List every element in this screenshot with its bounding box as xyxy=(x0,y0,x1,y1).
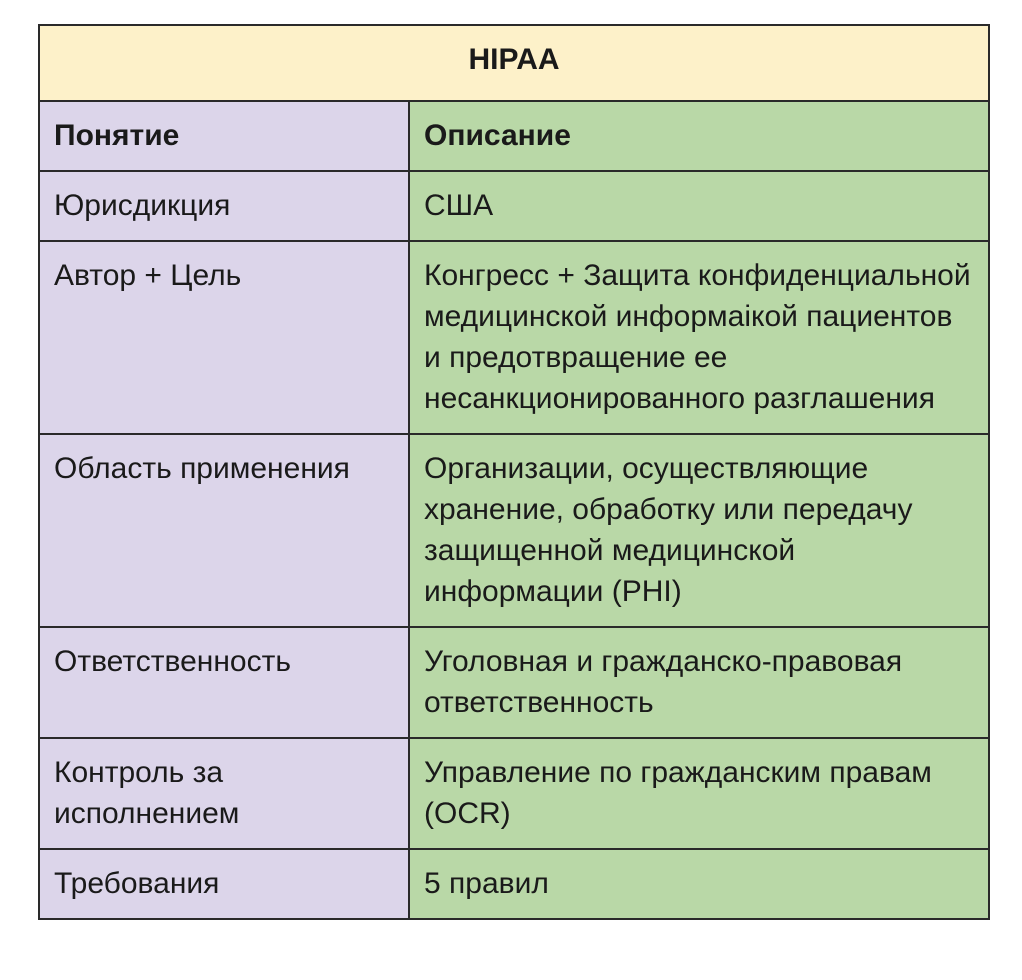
description-cell: Уголовная и гражданско-правовая ответственность xyxy=(409,627,989,738)
description-cell: США xyxy=(409,171,989,241)
table-row xyxy=(39,738,989,849)
table-row xyxy=(39,241,989,434)
description-cell: Конгресс + Защита конфиденциальной медицинской информаікой пациентов и предотвращение ее несанкционированного разглашения xyxy=(409,241,989,434)
table-row xyxy=(39,434,989,627)
table-title: HIPAA xyxy=(39,25,989,101)
concept-cell: Область применения xyxy=(39,434,409,627)
table-row xyxy=(39,171,989,241)
description-cell: 5 правил xyxy=(409,849,989,919)
table-row xyxy=(39,627,989,738)
header-row xyxy=(39,101,989,171)
description-cell: Управление по гражданским правам (OCR) xyxy=(409,738,989,849)
hipaa-table xyxy=(38,24,990,920)
table-row xyxy=(39,849,989,919)
concept-cell: Ответственность xyxy=(39,627,409,738)
concept-cell: Юрисдикция xyxy=(39,171,409,241)
title-row xyxy=(39,25,989,101)
concept-cell: Автор + Цель xyxy=(39,241,409,434)
header-description: Описание xyxy=(409,101,989,171)
concept-cell: Контроль за исполнением xyxy=(39,738,409,849)
description-cell: Организации, осуществляющие хранение, обработку или передачу защищенной медицинской информации (PHI) xyxy=(409,434,989,627)
header-concept: Понятие xyxy=(39,101,409,171)
concept-cell: Требования xyxy=(39,849,409,919)
